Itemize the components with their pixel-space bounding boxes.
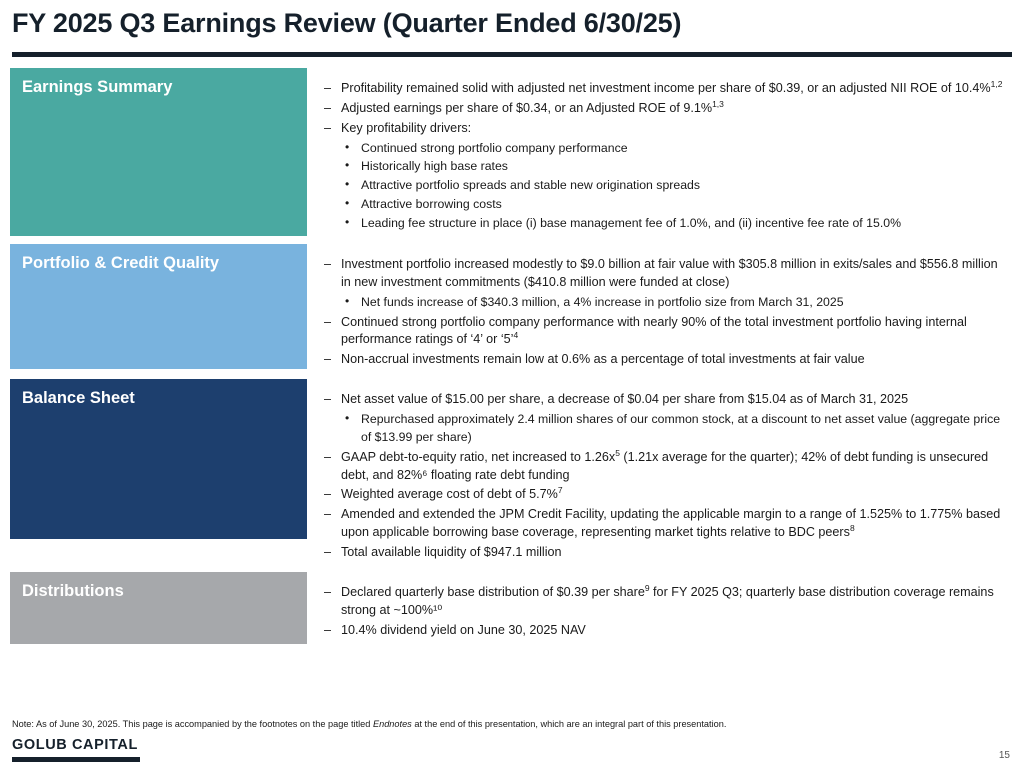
sub-bullet-item: • Historically high base rates bbox=[341, 158, 1006, 176]
page-title: FY 2025 Q3 Earnings Review (Quarter Ended 6/30/25) bbox=[12, 8, 682, 38]
bullet-text: Total available liquidity of $947.1 million bbox=[341, 545, 562, 560]
footnote-marker: 5 bbox=[615, 447, 620, 458]
footnote-marker: 4 bbox=[513, 330, 519, 341]
bullet-item bbox=[323, 506, 1006, 542]
section-label-distributions: Distributions bbox=[10, 572, 307, 644]
bullet-item bbox=[323, 391, 1006, 447]
section-row-distributions bbox=[0, 572, 1024, 644]
bullet-item bbox=[323, 351, 1006, 369]
page-number: 15 bbox=[998, 750, 1010, 761]
section-row-portfolio-credit-quality bbox=[0, 244, 1024, 371]
bullet-item bbox=[323, 120, 1006, 233]
bullet-text: Continued strong portfolio company performance with nearly 90% of the total investment portfolio having internal performance ratings of ‘4’ or ‘5’ bbox=[341, 314, 967, 347]
bullet-text: Weighted average cost of debt of 5.7% bbox=[341, 487, 558, 502]
section-content-balance-sheet bbox=[307, 379, 1024, 564]
bullet-text: Amended and extended the JPM Credit Facility, updating the applicable margin to a range of 1.525% to 1.775% based upon applicable borrowing base coverage, representing market tights relative to BDC peers bbox=[341, 507, 1001, 540]
sub-bullet-item: • Attractive portfolio spreads and stable new origination spreads bbox=[341, 177, 1006, 195]
section-row-earnings-summary bbox=[0, 68, 1024, 236]
sub-bullet-item: • Repurchased approximately 2.4 million shares of our common stock, at a discount to net asset value (aggregate price of $13.99 per share) bbox=[341, 411, 1006, 447]
bullet-item bbox=[323, 449, 1006, 485]
bullet-text: Non-accrual investments remain low at 0.6% as a percentage of total investments at fair value bbox=[341, 352, 865, 367]
sub-bullet-item: • Attractive borrowing costs bbox=[341, 196, 1006, 214]
footnote-marker: 7 bbox=[557, 485, 563, 496]
sub-bullet-list bbox=[341, 294, 1006, 312]
section-content-earnings-summary bbox=[307, 68, 1024, 235]
bullet-item bbox=[323, 486, 1006, 504]
section-list bbox=[0, 68, 1024, 652]
footnote-note: Note: As of June 30, 2025. This page is accompanied by the footnotes on the page titled Endnotes at the end of this presentation, which are an integral part of this presentation. bbox=[12, 719, 727, 729]
footnote-marker: 1,3 bbox=[712, 98, 724, 109]
bullet-item bbox=[323, 584, 1006, 620]
bullet-item bbox=[323, 544, 1006, 562]
bullet-text: Adjusted earnings per share of $0.34, or an Adjusted ROE of 9.1% bbox=[341, 100, 713, 115]
bullet-item bbox=[323, 256, 1006, 312]
section-label-earnings-summary: Earnings Summary bbox=[10, 68, 307, 236]
sub-bullet-item: • Continued strong portfolio company performance bbox=[341, 140, 1006, 158]
sub-bullet-item: • Leading fee structure in place (i) base management fee of 1.0%, and (ii) incentive fee rate of 15.0% bbox=[341, 215, 1006, 233]
bullet-item bbox=[323, 80, 1006, 98]
bullet-text: Declared quarterly base distribution of $0.39 per share bbox=[341, 584, 645, 599]
bullet-text: Profitability remained solid with adjusted net investment income per share of $0.39, or an adjusted NII ROE of 10.4% bbox=[341, 81, 991, 95]
footnote-marker: 8 bbox=[849, 523, 855, 534]
bullet-text: Net asset value of $15.00 per share, a decrease of $0.04 per share from $15.04 as of March 31, 2025 bbox=[341, 392, 909, 407]
section-content-portfolio-credit-quality bbox=[307, 244, 1024, 371]
bullet-text-tail: (1.21x average for the quarter); 42% of debt funding is unsecured debt, and 82%⁶ floating rate debt funding bbox=[341, 449, 989, 482]
section-content-distributions bbox=[307, 572, 1024, 642]
bullet-text: 10.4% dividend yield on June 30, 2025 NAV bbox=[341, 622, 586, 637]
bullet-item bbox=[323, 100, 1006, 118]
bullet-item bbox=[323, 622, 1006, 640]
footnote-marker: 1,2 bbox=[990, 78, 1003, 89]
logo-underline bbox=[12, 757, 140, 762]
section-row-balance-sheet bbox=[0, 379, 1024, 564]
bullet-text: Key profitability drivers: bbox=[341, 120, 472, 135]
bullet-item bbox=[323, 314, 1006, 350]
title-divider bbox=[12, 52, 1012, 57]
bullet-text-tail: for FY 2025 Q3; quarterly base distribution coverage remains strong at ~100%¹⁰ bbox=[341, 584, 994, 617]
footnote-marker: 9 bbox=[644, 582, 650, 593]
bullet-text: GAAP debt-to-equity ratio, net increased to 1.26x bbox=[341, 449, 616, 464]
sub-bullet-item: • Net funds increase of $340.3 million, a 4% increase in portfolio size from March 31, 2025 bbox=[341, 294, 1006, 312]
company-logo: GOLUB CAPITAL bbox=[12, 737, 138, 753]
section-label-portfolio-credit-quality: Portfolio & Credit Quality bbox=[10, 244, 307, 369]
sub-bullet-list bbox=[341, 140, 1006, 233]
section-label-balance-sheet: Balance Sheet bbox=[10, 379, 307, 539]
sub-bullet-list bbox=[341, 411, 1006, 447]
bullet-text: Investment portfolio increased modestly to $9.0 billion at fair value with $305.8 million in exits/sales and $556.8 million in new investment commitments ($410.8 million were funded at close) bbox=[341, 257, 998, 289]
